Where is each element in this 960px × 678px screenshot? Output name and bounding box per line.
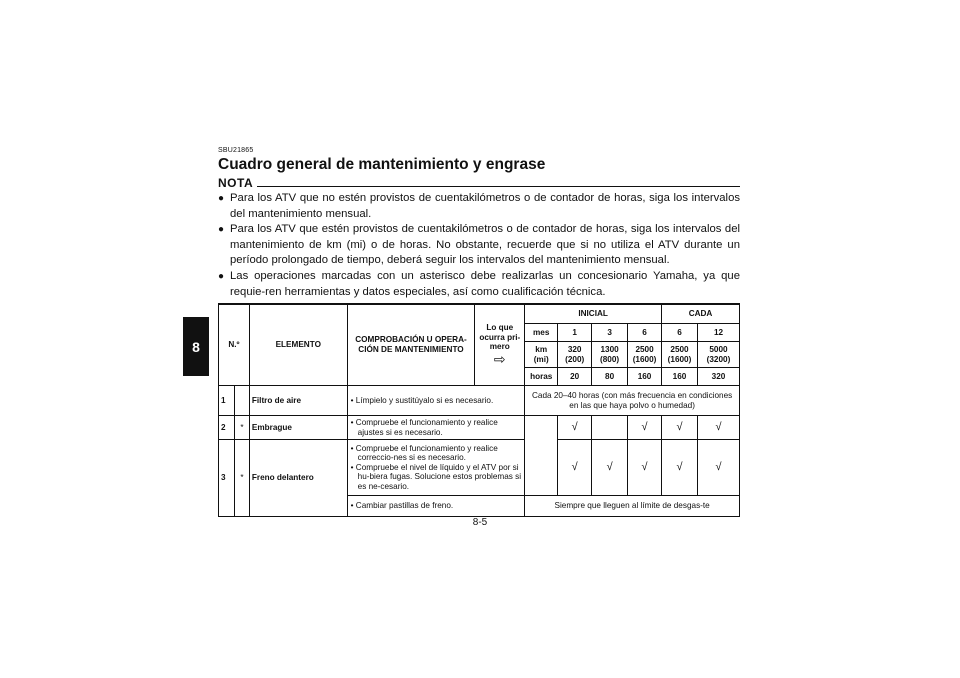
empty-cell <box>525 416 558 440</box>
row-star: * <box>234 416 249 440</box>
header-every: CADA <box>662 304 740 324</box>
check-mark: √ <box>558 416 592 440</box>
row-number: 1 <box>219 386 235 416</box>
row-interval-note: Cada 20–40 horas (con más frecuencia en condiciones en las que haya polvo o humedad) <box>525 386 740 416</box>
header-first-label: Lo que ocurra pri-mero <box>479 323 521 352</box>
interval-unit: mes <box>525 324 558 342</box>
header-initial: INICIAL <box>525 304 662 324</box>
row-star <box>234 386 249 416</box>
check-mark: √ <box>558 440 592 496</box>
note-item <box>218 191 740 222</box>
table-row <box>219 386 740 416</box>
interval-value: 2500 (1600) <box>662 342 698 368</box>
interval-value: 160 <box>628 368 662 386</box>
bullet-icon: ● <box>218 270 225 282</box>
row-star: * <box>234 440 249 517</box>
header-element: ELEMENTO <box>249 304 347 386</box>
interval-value: 5000 (3200) <box>697 342 739 368</box>
row-number: 3 <box>219 440 235 517</box>
table-header-row <box>219 304 740 324</box>
nota-header <box>218 176 740 190</box>
interval-value: 2500 (1600) <box>628 342 662 368</box>
header-check: COMPROBACIÓN U OPERA-CIÓN DE MANTENIMIENTO <box>347 304 475 386</box>
check-mark: √ <box>662 416 698 440</box>
interval-value: 20 <box>558 368 592 386</box>
check-mark: √ <box>592 440 628 496</box>
check-mark <box>592 416 628 440</box>
row-action: • Límpielo y sustitúyalo si es necesario. <box>347 386 525 416</box>
interval-value: 320 <box>697 368 739 386</box>
interval-value: 80 <box>592 368 628 386</box>
interval-unit: km (mi) <box>525 342 558 368</box>
row-interval-note: Siempre que lleguen al límite de desgas-te <box>525 496 740 517</box>
note-list <box>218 191 740 300</box>
row-element: Filtro de aire <box>249 386 347 416</box>
check-mark: √ <box>697 440 739 496</box>
row-action: • Cambiar pastillas de freno. <box>347 496 525 517</box>
check-mark: √ <box>628 416 662 440</box>
interval-value: 160 <box>662 368 698 386</box>
interval-value: 3 <box>592 324 628 342</box>
note-text: Las operaciones marcadas con un asterisco debe realizarlas un concesionario Yamaha, ya que requie-ren herramientas y datos especiales, así como cualificación técnica. <box>230 269 740 298</box>
interval-value: 1300 (800) <box>592 342 628 368</box>
row-action-line: • Compruebe el nivel de líquido y el ATV por si hu-biera fugas. Solucione estos problemas si es ne-cesario. <box>350 462 522 491</box>
interval-value: 12 <box>697 324 739 342</box>
row-action: • Compruebe el funcionamiento y realice ajustes si es necesario. <box>347 416 525 440</box>
note-text: Para los ATV que no estén provistos de cuentakilómetros o de contador de horas, siga los intervalos del mantenimiento mensual. <box>230 192 740 220</box>
table-row <box>219 416 740 440</box>
note-item <box>218 222 740 269</box>
note-text: Para los ATV que estén provistos de cuentakilómetros o de contador de horas, siga los intervalos del mantenimiento de km (mi) o de horas. No obstante, recuerde que si no utiliza el ATV durante un período prolongado de tiempo, deberá seguir los intervalos del mantenimiento mensual. <box>230 223 740 267</box>
nota-divider <box>257 186 740 187</box>
check-mark: √ <box>628 440 662 496</box>
interval-value: 320 (200) <box>558 342 592 368</box>
table-row <box>219 440 740 496</box>
bullet-icon: ● <box>218 224 225 236</box>
row-number: 2 <box>219 416 235 440</box>
nota-label: NOTA <box>218 176 254 190</box>
page-number: 8-5 <box>472 517 488 528</box>
check-mark: √ <box>697 416 739 440</box>
interval-value: 6 <box>662 324 698 342</box>
interval-value: 1 <box>558 324 592 342</box>
note-item <box>218 269 740 300</box>
header-first <box>475 304 525 386</box>
check-mark: √ <box>662 440 698 496</box>
row-element: Embrague <box>249 416 347 440</box>
document-code: SBU21865 <box>218 147 254 154</box>
bullet-icon: ● <box>218 193 225 204</box>
arrow-right-icon: ⇨ <box>493 350 506 367</box>
row-action-line: • Compruebe el funcionamiento y realice correccio-nes si es necesario. <box>350 443 498 463</box>
empty-cell <box>525 440 558 496</box>
chapter-tab: 8 <box>183 317 209 376</box>
page-title: Cuadro general de mantenimiento y engrase <box>218 156 546 173</box>
content <box>218 147 740 305</box>
row-action <box>347 440 525 496</box>
header-no: N.º <box>219 304 250 386</box>
interval-unit: horas <box>525 368 558 386</box>
maintenance-table <box>218 303 740 517</box>
interval-value: 6 <box>628 324 662 342</box>
row-element: Freno delantero <box>249 440 347 517</box>
